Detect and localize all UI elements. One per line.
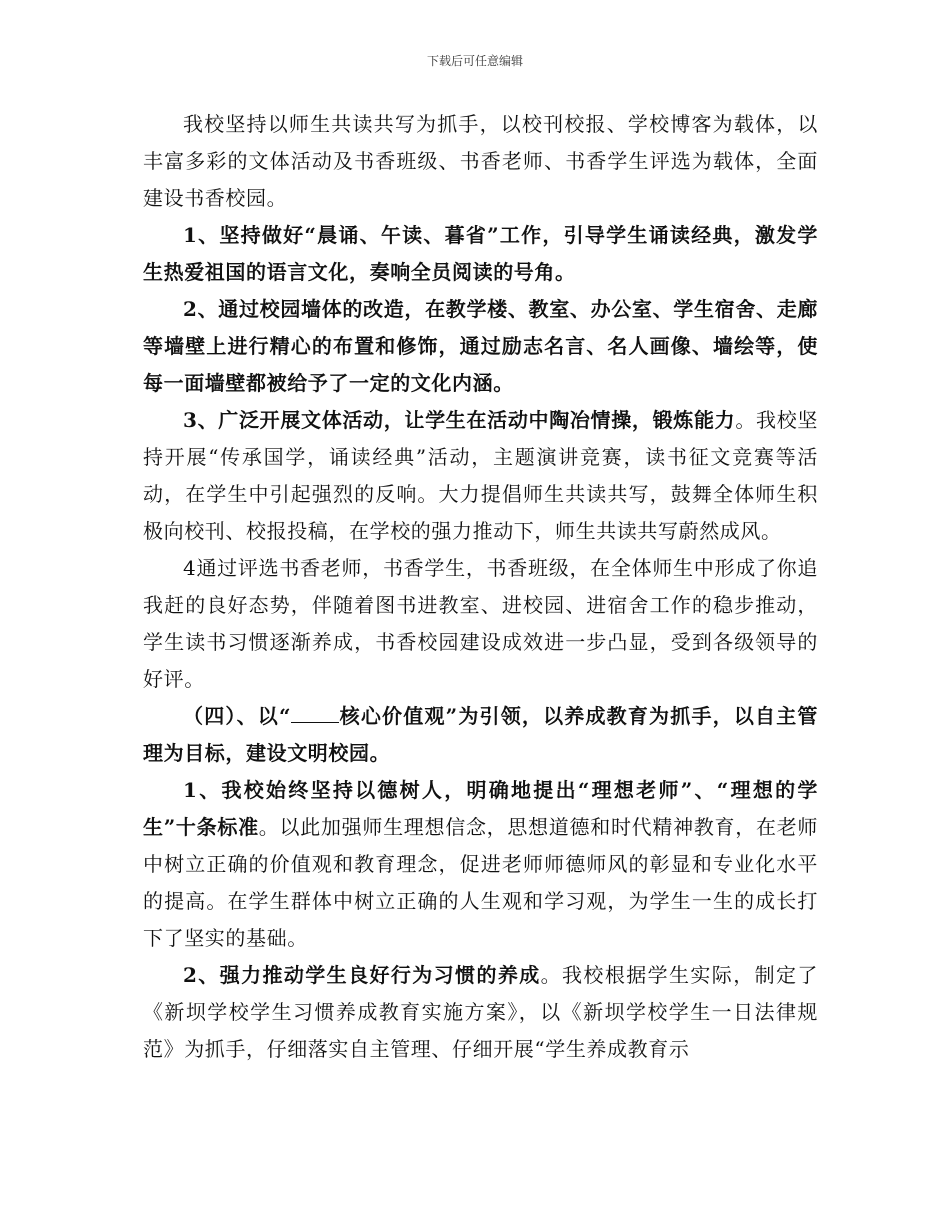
paragraph-bold-text: 3、广泛开展文体活动，让学生在活动中陶冶情操，锻炼能力 bbox=[183, 408, 736, 432]
blank-underline bbox=[291, 704, 339, 723]
paragraph-text: 。我校根据学生实际，制定了《新坝学校学生习惯养成教育实施方案》，以《新坝学校学生一日法律规范》为抓手，仔细落实自主管理、仔细开展“学生养成教育示 bbox=[143, 963, 818, 1061]
paragraph-reading-campus bbox=[143, 106, 818, 217]
paragraph-item-2-habits bbox=[143, 957, 818, 1068]
paragraph-text: 4通过评选书香老师，书香学生，书香班级，在全体师生中形成了你追我赶的良好态势，伴随着图书进教室、进校园、进宿舍工作的稳步推动，学生读书习惯逐渐养成，书香校园建设成效进一步凸显，受到各级领导的好评。 bbox=[143, 556, 818, 691]
paragraph-bold-text: 1、坚持做好“晨诵、午读、暮省”工作，引导学生诵读经典，激发学生热爱祖国的语言文化，奏响全员阅读的号角。 bbox=[143, 223, 818, 284]
paragraph-item-2-wall-culture bbox=[143, 291, 818, 402]
paragraph-bold-text: 2、通过校园墙体的改造，在教学楼、教室、办公室、学生宿舍、走廊等墙壁上进行精心的布置和修饰，通过励志名言、名人画像、墙绘等，使每一面墙壁都被给予了一定的文化内涵。 bbox=[143, 297, 818, 395]
paragraph-item-1-morning-reading bbox=[143, 217, 818, 291]
paragraph-text: 。以此加强师生理想信念，思想道德和时代精神教育，在老师中树立正确的价值观和教育理念，促进老师师德师风的彰显和专业化水平的提高。在学生群体中树立正确的人生观和学习观，为学生一生的成长打下了坚实的基础。 bbox=[143, 815, 818, 950]
heading-text-before-blank: （四）、以“ bbox=[183, 704, 292, 728]
paragraph-bold-text: 2、强力推动学生良好行为习惯的养成 bbox=[183, 963, 541, 987]
paragraph-bold-text: 1、我校始终坚持以德树人，明确地提出“理想老师”、“理想的学生”十条标准 bbox=[143, 778, 818, 839]
paragraph-item-3-activities bbox=[143, 402, 818, 550]
paragraph-item-4-selection bbox=[143, 550, 818, 698]
heading-text-after-blank: 核心价值观”为引领，以养成教育为抓手，以自主管理为目标，建设文明校园。 bbox=[143, 704, 818, 765]
document-body bbox=[143, 106, 818, 1068]
paragraph-text: 。我校坚持开展“传承国学，诵读经典”活动，主题演讲竞赛，读书征文竞赛等活动，在学生中引起强烈的反响。大力提倡师生共读共写，鼓舞全体师生积极向校刊、校报投稿，在学校的强力推动下，师生共读共写蔚然成风。 bbox=[143, 408, 818, 543]
page-header: 下载后可任意编辑 bbox=[426, 54, 523, 68]
paragraph-item-1-moral-education bbox=[143, 772, 818, 957]
section-heading-four bbox=[143, 698, 818, 772]
paragraph-text: 我校坚持以师生共读共写为抓手，以校刊校报、学校博客为载体，以丰富多彩的文体活动及书香班级、书香老师、书香学生评选为载体，全面建设书香校园。 bbox=[143, 112, 818, 210]
